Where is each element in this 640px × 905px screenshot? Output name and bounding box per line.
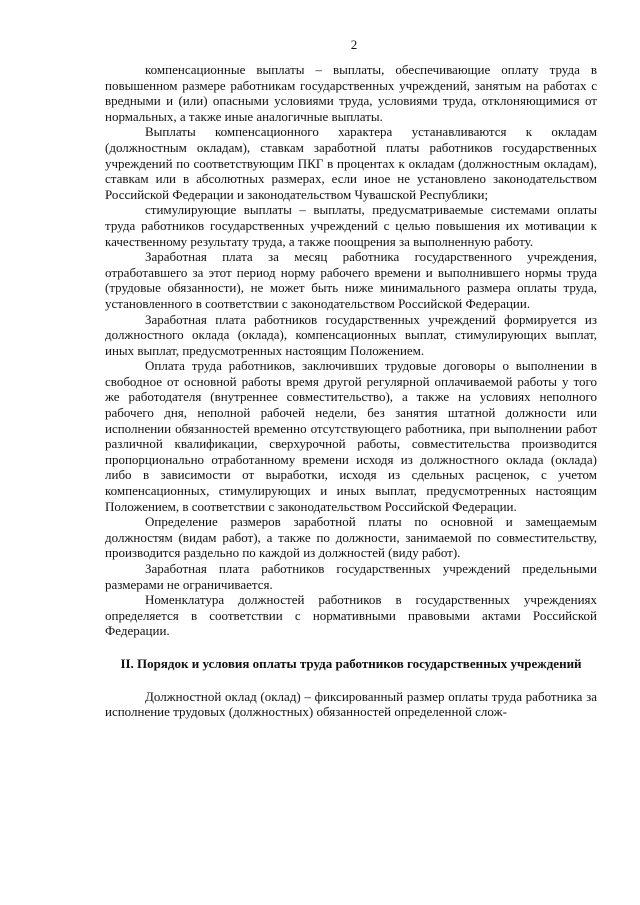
paragraph-wage-composition: Заработная плата работников государственных учреждений формируется из должностного оклада (оклада), компенсационных выплат, стимулирующих выплат, иных выплат, предусмотренных настоящим Положением. — [105, 311, 597, 358]
paragraph-compensation-character: Выплаты компенсационного характера устанавливаются к окладам (должностным окладам), ставкам заработной платы работников государственных учреждений по соответствующим ПКГ в процентах к окладам (должностным окладам), ставкам или в абсолютных размерах, если иное не установлено законодательством Российской Федерации и законодательством Чувашской Республики; — [105, 124, 597, 202]
paragraph-minimum-wage: Заработная плата за месяц работника государственного учреждения, отработавшего за этот период норму рабочего времени и выполнившего нормы труда (трудовые обязанности), не может быть ниже минимального размера оплаты труда, установленного в соответствии с законодательством Российской Федерации. — [105, 249, 597, 311]
paragraph-no-limit: Заработная плата работников государственных учреждений предельными размерами не ограничивается. — [105, 561, 597, 592]
paragraph-compensation-payments: компенсационные выплаты – выплаты, обеспечивающие оплату труда в повышенном размере работникам государственных учреждений, занятым на работах с вредными и (или) опасными условиями труда, условиями труда, отклоняющимися от нормальных, а также иные аналогичные выплаты. — [105, 62, 597, 124]
paragraphs-part1 — [105, 62, 597, 639]
paragraph-wage-determination: Определение размеров заработной платы по основной и замещаемым должностям (видам работ), а также по должности, занимаемой по совместительству, производится раздельно по каждой из должностей (виду работ). — [105, 514, 597, 561]
paragraph-nomenclature: Номенклатура должностей работников в государственных учреждениях определяется в соответствии с нормативными правовыми актами Российской Федерации. — [105, 592, 597, 639]
paragraph-incentive-payments: стимулирующие выплаты – выплаты, предусматриваемые системами оплаты труда работников государственных учреждений с целью повышения их мотивации к качественному результату труда, а также поощрения за выполненную работу. — [105, 202, 597, 249]
page-number: 2 — [350, 37, 358, 52]
section-heading: II. Порядок и условия оплаты труда работников государственных учреждений — [120, 655, 582, 671]
document-page — [105, 37, 597, 720]
paragraph-part-time-pay: Оплата труда работников, заключивших трудовые договоры о выполнении в свободное от основной работы время другой регулярной оплачиваемой работы у того же работодателя (внутреннее совместительство), а также на условиях неполного рабочего дня, неполной рабочей недели, без занятия штатной должности или исполнении обязанностей временно отсутствующего работника, при выполнении работ различной квалификации, сверхурочной работы, совместительства производится пропорционально отработанному времени исходя из должностного оклада (оклада) либо в зависимости от выработки, исходя из сдельных расценок, с учетом компенсационных, стимулирующих и иных выплат, предусмотренных настоящим Положением, в соответствии с законодательством Российской Федерации. — [105, 358, 597, 514]
paragraph-official-salary: Должностной оклад (оклад) – фиксированный размер оплаты труда работника за исполнение трудовых (должностных) обязанностей определенной слож- — [105, 688, 597, 720]
paragraphs-part2 — [105, 689, 597, 720]
